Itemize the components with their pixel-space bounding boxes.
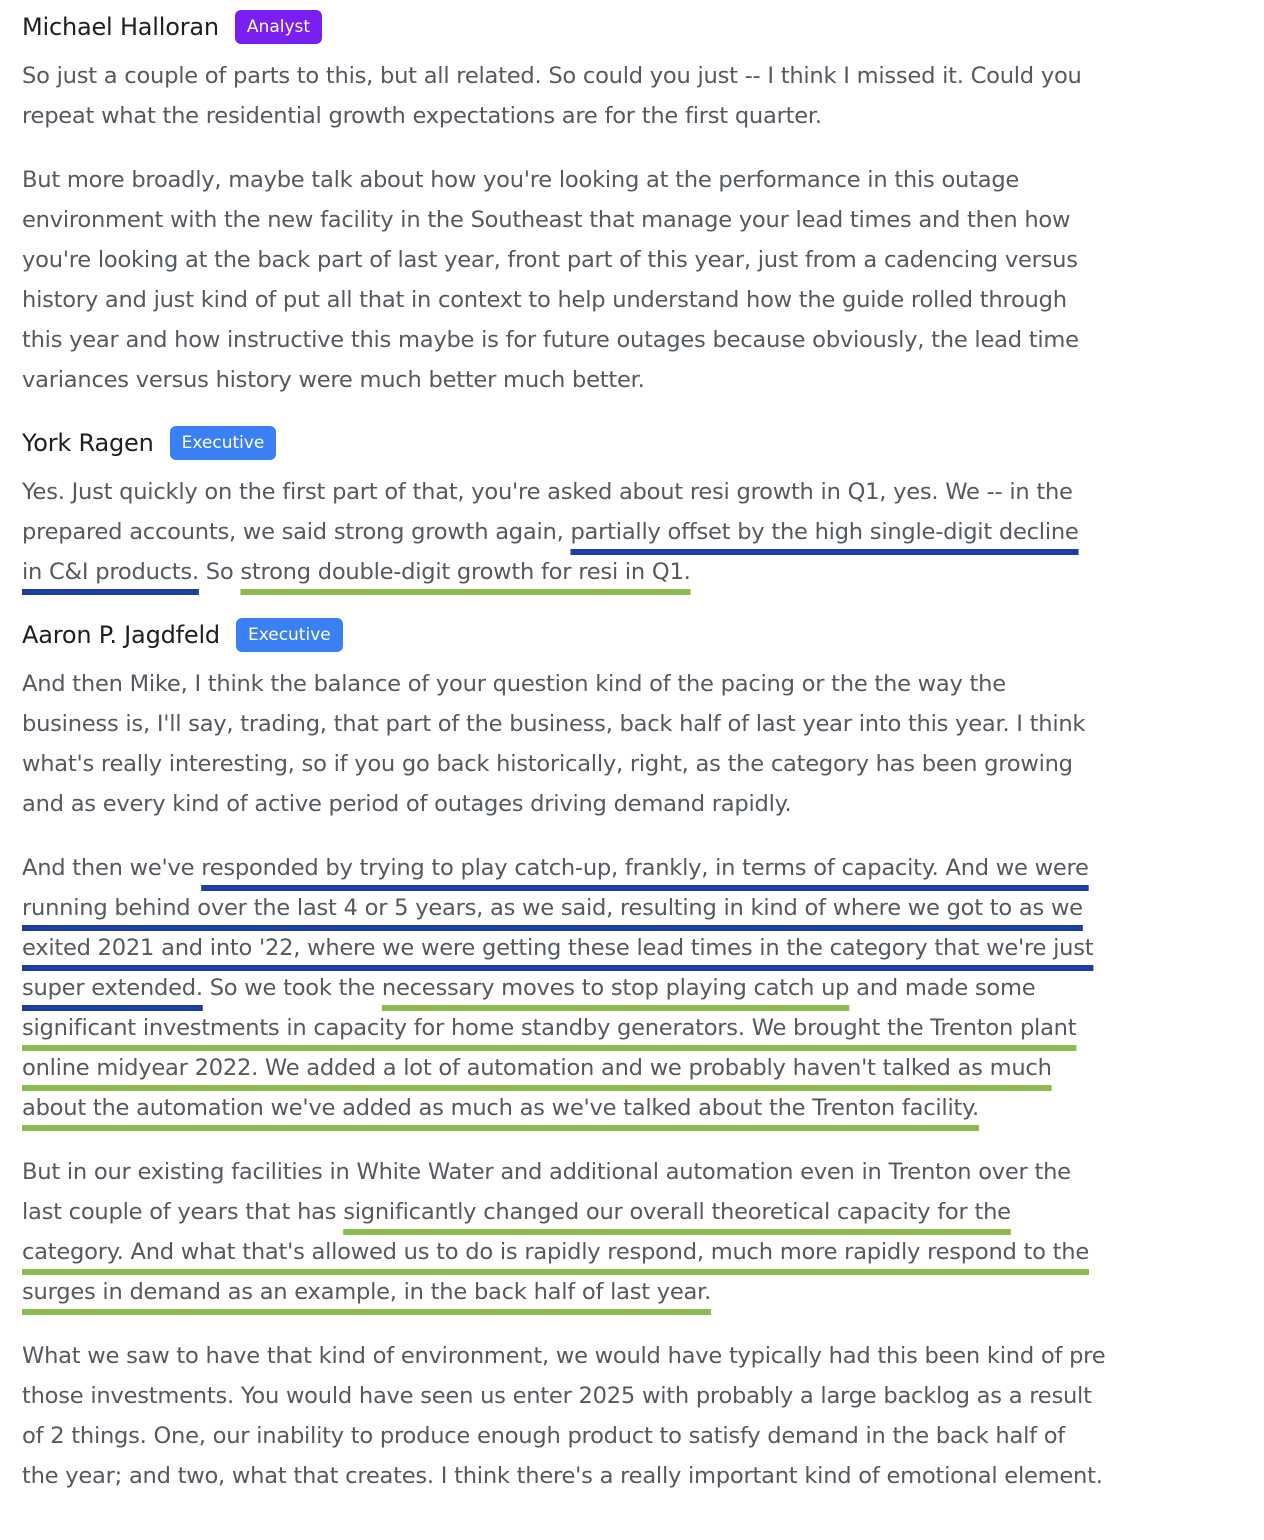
speaker-block (22, 10, 1252, 400)
highlight-blue: running behind over the last 4 or 5 years, as we said, resulting in kind of where we got to as we (22, 895, 1083, 921)
text-line (22, 1376, 1252, 1416)
text-segment: of 2 things. One, our inability to produce enough product to satisfy demand in the back half of (22, 1423, 1066, 1449)
highlight-green: about the automation we've added as much as we've talked about the Trenton facility. (22, 1095, 979, 1121)
text-line (22, 1152, 1252, 1192)
text-segment: you're looking at the back part of last year, front part of this year, just from a cadencing versus (22, 247, 1078, 273)
highlight-blue: responded by trying to play catch-up, frankly, in terms of capacity. And we were (201, 855, 1089, 881)
role-badge: Executive (170, 426, 277, 460)
text-line (22, 1088, 1252, 1128)
speaker-name: Michael Halloran (22, 13, 219, 41)
highlight-green: surges in demand as an example, in the back half of last year. (22, 1279, 712, 1305)
text-line (22, 512, 1252, 552)
transcript-paragraph (22, 1336, 1252, 1496)
text-segment: variances versus history were much better much better. (22, 367, 645, 393)
text-segment: repeat what the residential growth expectations are for the first quarter. (22, 103, 822, 129)
speaker-header (22, 426, 1252, 460)
text-segment: what's really interesting, so if you go back historically, right, as the category has been growing (22, 751, 1073, 777)
text-segment: So just a couple of parts to this, but all related. So could you just -- I think I missed it. Could you (22, 63, 1082, 89)
text-line (22, 968, 1252, 1008)
highlight-blue: partially offset by the high single-digit decline (570, 519, 1079, 545)
text-segment: prepared accounts, we said strong growth again, (22, 519, 571, 545)
text-line (22, 1008, 1252, 1048)
speaker-block (22, 426, 1252, 592)
text-segment: What we saw to have that kind of environment, we would have typically had this been kind of pre (22, 1343, 1106, 1369)
speaker-header (22, 618, 1252, 652)
text-line (22, 552, 1252, 592)
role-badge: Analyst (235, 10, 322, 44)
transcript-paragraph (22, 472, 1252, 592)
transcript-paragraph (22, 664, 1252, 824)
transcript-paragraph (22, 56, 1252, 136)
text-line (22, 664, 1252, 704)
text-line (22, 280, 1252, 320)
text-line (22, 1272, 1252, 1312)
text-line (22, 744, 1252, 784)
text-segment: But in our existing facilities in White Water and additional automation even in Trenton over the (22, 1159, 1071, 1185)
text-segment: And then we've (22, 855, 202, 881)
highlight-green: category. And what that's allowed us to do is rapidly respond, much more rapidly respond to the (22, 1239, 1089, 1265)
text-segment: business is, I'll say, trading, that part of the business, back half of last year into this year. I think (22, 711, 1086, 737)
text-line (22, 200, 1252, 240)
text-line (22, 1456, 1252, 1496)
text-line (22, 1336, 1252, 1376)
text-segment: those investments. You would have seen us enter 2025 with probably a large backlog as a result (22, 1383, 1092, 1409)
highlight-blue: super extended. (22, 975, 203, 1001)
text-segment: last couple of years that has (22, 1199, 344, 1225)
transcript-paragraph (22, 160, 1252, 400)
highlight-green: strong double-digit growth for resi in Q1. (240, 559, 691, 585)
text-segment: the year; and two, what that creates. I think there's a really important kind of emotional element. (22, 1463, 1103, 1489)
text-line (22, 888, 1252, 928)
text-segment: this year and how instructive this maybe is for future outages because obviously, the lead time (22, 327, 1079, 353)
transcript-paragraph (22, 1152, 1252, 1312)
text-segment: environment with the new facility in the Southeast that manage your lead times and then how (22, 207, 1071, 233)
text-segment: history and just kind of put all that in context to help understand how the guide rolled through (22, 287, 1067, 313)
highlight-green: necessary moves to stop playing catch up (381, 975, 850, 1001)
highlight-blue: in C&I products. (22, 559, 199, 585)
text-segment: But more broadly, maybe talk about how you're looking at the performance in this outage (22, 167, 1020, 193)
transcript (22, 0, 1252, 1522)
highlight-green: significantly changed our overall theoretical capacity for the (343, 1199, 1011, 1225)
text-line (22, 56, 1252, 96)
speaker-name: York Ragen (22, 429, 154, 457)
text-line (22, 1192, 1252, 1232)
text-line (22, 1232, 1252, 1272)
text-line (22, 472, 1252, 512)
text-line (22, 704, 1252, 744)
text-line (22, 240, 1252, 280)
text-line (22, 360, 1252, 400)
highlight-blue: exited 2021 and into '22, where we were getting these lead times in the category that we're just (22, 935, 1094, 961)
text-segment: and as every kind of active period of outages driving demand rapidly. (22, 791, 792, 817)
role-badge: Executive (236, 618, 343, 652)
speaker-header (22, 10, 1252, 44)
text-line (22, 160, 1252, 200)
transcript-paragraph (22, 848, 1252, 1128)
text-line (22, 848, 1252, 888)
text-line (22, 928, 1252, 968)
highlight-green: significant investments in capacity for home standby generators. We brought the Trenton plant (22, 1015, 1077, 1041)
text-segment: So (198, 559, 241, 585)
text-segment: Yes. Just quickly on the first part of that, you're asked about resi growth in Q1, yes. We -- in the (22, 479, 1073, 505)
speaker-name: Aaron P. Jagdfeld (22, 621, 220, 649)
speaker-block (22, 618, 1252, 1496)
text-line (22, 320, 1252, 360)
text-segment: So we took the (202, 975, 382, 1001)
text-segment: and made some (849, 975, 1036, 1001)
text-line (22, 1048, 1252, 1088)
highlight-green: online midyear 2022. We added a lot of automation and we probably haven't talked as much (22, 1055, 1052, 1081)
text-line (22, 96, 1252, 136)
text-line (22, 784, 1252, 824)
text-segment: And then Mike, I think the balance of your question kind of the pacing or the the way the (22, 671, 1006, 697)
text-line (22, 1416, 1252, 1456)
